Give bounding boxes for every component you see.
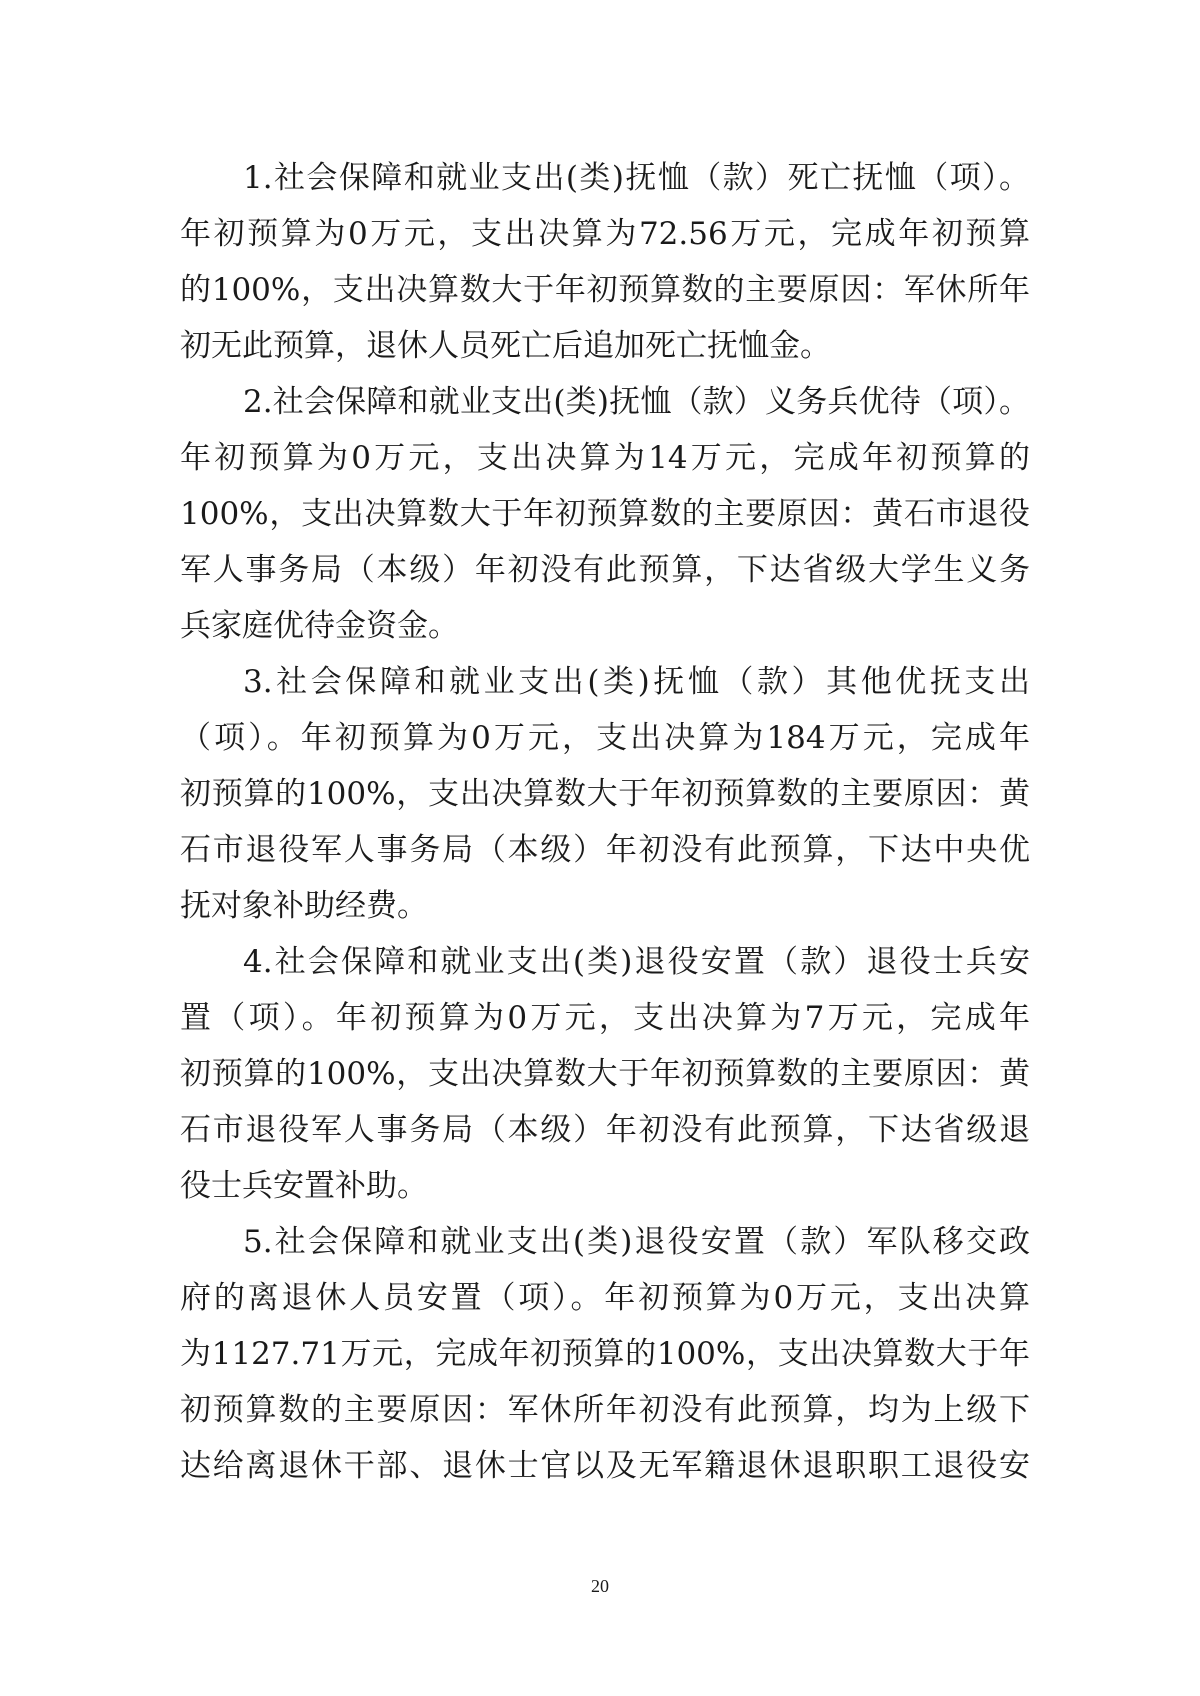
- paragraph-3-line-3: 初预算的100%，支出决算数大于年初预算数的主要原因：黄: [180, 776, 1030, 812]
- paragraph-1-line-4: 初无此预算，退休人员死亡后追加死亡抚恤金。: [180, 328, 831, 364]
- paragraph-5-line-3: 为1127.71万元，完成年初预算的100%，支出决算数大于年: [180, 1336, 1030, 1372]
- paragraph-3-line-5: 抚对象补助经费。: [180, 888, 428, 924]
- paragraph-1-line-2: 年初预算为0万元，支出决算为72.56万元，完成年初预算: [180, 216, 1030, 252]
- paragraph-2-line-4: 军人事务局（本级）年初没有此预算，下达省级大学生义务: [180, 552, 1030, 588]
- paragraph-3-line-4: 石市退役军人事务局（本级）年初没有此预算，下达中央优: [180, 832, 1030, 868]
- paragraph-3-line-1: 3.社会保障和就业支出(类)抚恤（款）其他优抚支出: [243, 664, 1030, 700]
- paragraph-4-line-2: 置（项）。年初预算为0万元，支出决算为7万元，完成年: [180, 1000, 1030, 1036]
- paragraph-4-line-1: 4.社会保障和就业支出(类)退役安置（款）退役士兵安: [243, 944, 1030, 980]
- paragraph-1-line-3: 的100%，支出决算数大于年初预算数的主要原因：军休所年: [180, 272, 1030, 308]
- paragraph-5-line-5: 达给离退休干部、退休士官以及无军籍退休退职职工退役安: [180, 1448, 1030, 1484]
- paragraph-4-line-3: 初预算的100%，支出决算数大于年初预算数的主要原因：黄: [180, 1056, 1030, 1092]
- paragraph-5-line-1: 5.社会保障和就业支出(类)退役安置（款）军队移交政: [243, 1224, 1030, 1260]
- paragraph-2-line-1: 2.社会保障和就业支出(类)抚恤（款）义务兵优待（项）。: [243, 384, 1030, 420]
- paragraph-2-line-5: 兵家庭优待金资金。: [180, 608, 459, 644]
- paragraph-1-line-1: 1.社会保障和就业支出(类)抚恤（款）死亡抚恤（项）。: [243, 160, 1030, 196]
- page-number: 20: [591, 1576, 609, 1596]
- paragraph-2-line-3: 100%，支出决算数大于年初预算数的主要原因：黄石市退役: [180, 496, 1030, 532]
- paragraph-3-line-2: （项）。年初预算为0万元，支出决算为184万元，完成年: [180, 720, 1030, 756]
- paragraph-4-line-4: 石市退役军人事务局（本级）年初没有此预算，下达省级退: [180, 1112, 1030, 1148]
- paragraph-2-line-2: 年初预算为0万元，支出决算为14万元，完成年初预算的: [180, 440, 1030, 476]
- paragraph-5-line-2: 府的离退休人员安置（项）。年初预算为0万元，支出决算: [180, 1280, 1030, 1316]
- paragraph-5-line-4: 初预算数的主要原因：军休所年初没有此预算，均为上级下: [180, 1392, 1030, 1428]
- paragraph-4-line-5: 役士兵安置补助。: [180, 1168, 428, 1204]
